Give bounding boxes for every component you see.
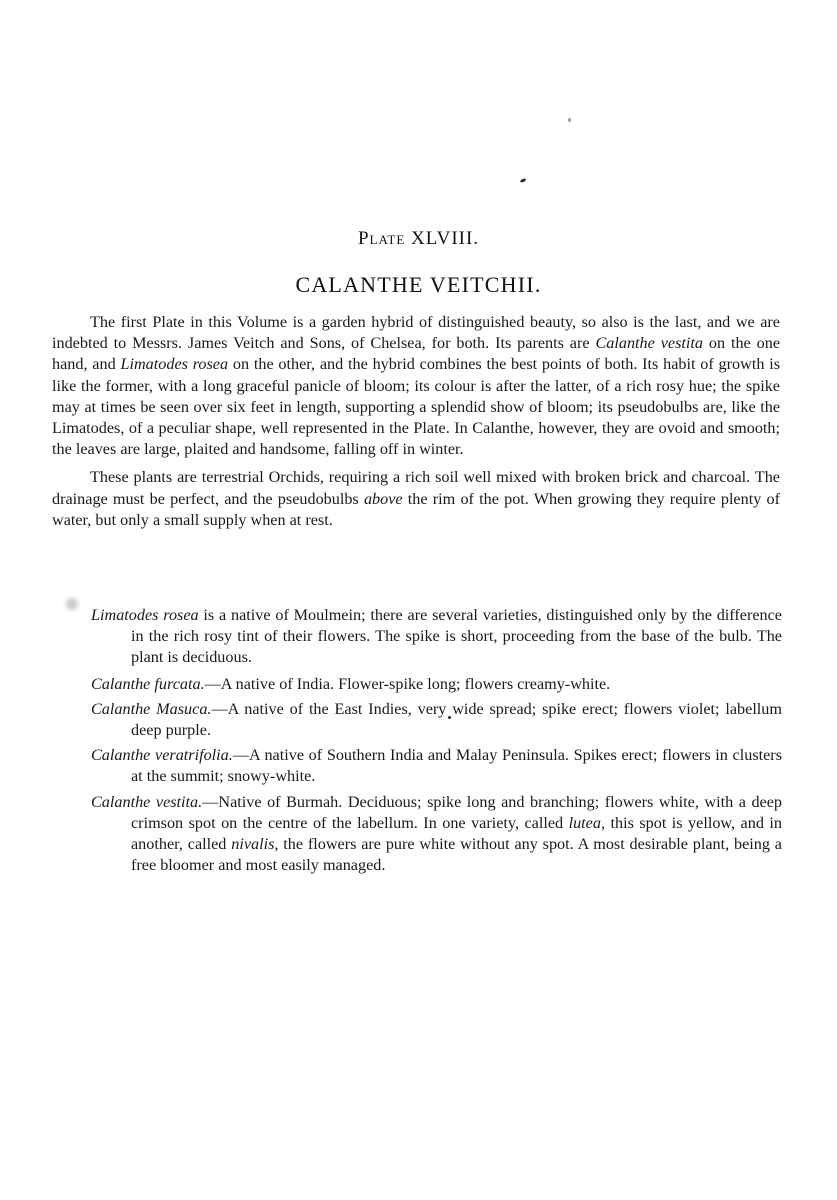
species-description: is a native of Moulmein; there are several varieties, distinguished only by the difference in the rich rosy tint of their flowers. The spike is short, proceeding from the base of the bulb. The plant is deciduous. — [131, 606, 782, 667]
species-description: —A native of Southern India and Malay Peninsula. Spikes erect; flowers in clusters at the summit; snowy-white. — [131, 746, 782, 786]
species-description: —A native of the East Indies, very wide spread; spike erect; flowers violet; labellum deep purple. — [131, 699, 782, 740]
text-run: on the one hand, and — [52, 334, 781, 374]
species-description: —A native of India. Flower-spike long; flowers creamy-white. — [204, 674, 611, 693]
intro-paragraph-1 — [52, 312, 780, 460]
species-list — [91, 605, 782, 880]
text-run: on the other, and the hybrid combines the best points of both. Its habit of growth is like the former, with a long graceful panicle of bloom; its colour is after the latter, of a rich rosy hue; the spike may at times be seen over six feet in length, supporting a splendid show of bloom; its pseudobulbs are, like the Limatodes, of a peculiar shape, well represented in the Plate. In Calanthe, however, they are ovoid and smooth; the leaves are large, plaited and handsome, falling off in winter. — [52, 355, 780, 459]
intro-paragraph-2 — [52, 467, 780, 531]
species-name: Calanthe vestita. — [91, 792, 203, 811]
ink-speck — [520, 178, 527, 183]
variety-name: nivalis, — [231, 835, 279, 854]
species-name: Calanthe furcata. — [91, 674, 205, 693]
italic-emphasis: above — [363, 489, 403, 508]
text-run: The first Plate in this Volume is a garden hybrid of distinguished beauty, so also is the last, and we are indebted to Messrs. James Veitch and Sons, of Chelsea, for both. Its parents are — [52, 313, 780, 353]
species-description: the flowers are pure white without any spot. A most desirable plant, being a free bloomer and most easily managed. — [131, 835, 782, 875]
italic-species-name: Limatodes rosea — [120, 355, 229, 374]
species-entry — [91, 699, 782, 741]
species-description: —Native of Burmah. Deciduous; spike long and branching; flowers white, with a deep crimson spot on the centre of the labellum. In one variety, called — [131, 792, 783, 832]
ink-speck — [568, 118, 571, 122]
species-name: Calanthe veratrifolia. — [91, 746, 233, 765]
italic-species-name: Calanthe vestita — [595, 334, 703, 353]
intro-text — [52, 312, 780, 531]
variety-name: lutea, — [568, 813, 606, 832]
page-title: CALANTHE VEITCHII. — [295, 272, 542, 297]
species-description: this spot is yellow, and in another, called — [131, 813, 782, 854]
species-entry — [91, 674, 782, 695]
species-name: Limatodes rosea — [91, 606, 199, 624]
text-run: These plants are terrestrial Orchids, requiring a rich soil well mixed with broken brick and charcoal. The drainage must be perfect, and the pseudobulbs — [52, 468, 780, 508]
plate-number: Plate XLVIII. — [357, 228, 480, 249]
species-entry — [91, 792, 782, 877]
species-entry — [91, 605, 782, 669]
smudge-mark — [66, 598, 78, 610]
text-run: the rim of the pot. When growing they require plenty of water, but only a small supply when at rest. — [52, 489, 780, 529]
species-name: Calanthe Masuca. — [91, 699, 212, 718]
species-entry — [91, 745, 782, 787]
